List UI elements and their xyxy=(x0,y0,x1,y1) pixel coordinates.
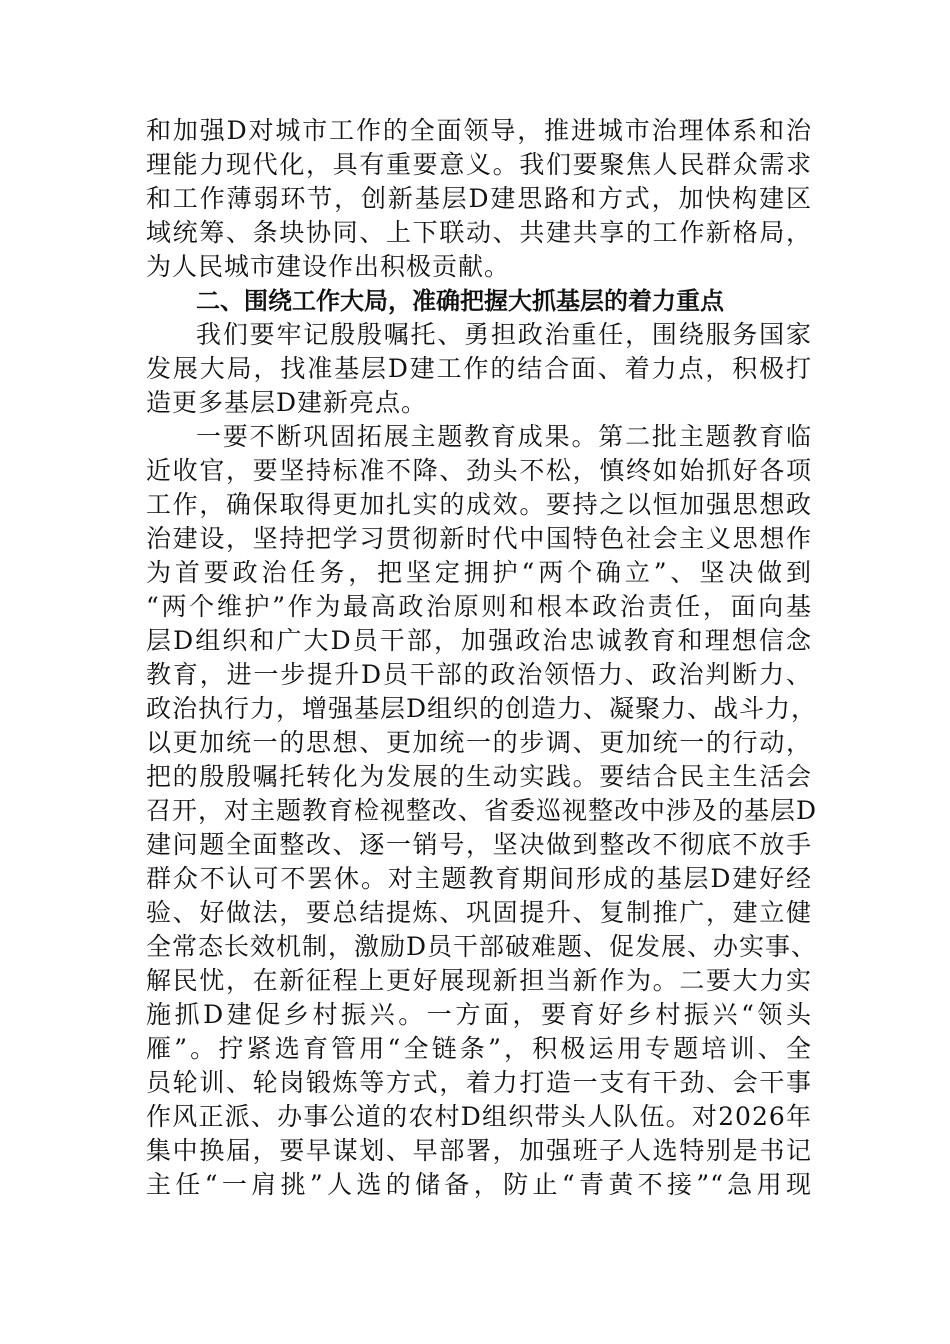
text-line: 主任“一肩挑”人选的储备，防止“青黄不接”“急用现 xyxy=(146,1170,812,1199)
text-line: 和加强D对城市工作的全面领导，推进城市治理体系和治 xyxy=(146,116,812,145)
text-line: 教育，进一步提升D员干部的政治领悟力、政治判断力、 xyxy=(146,660,812,689)
text-line: 以更加统一的思想、更加统一的步调、更加统一的行动， xyxy=(146,728,812,757)
text-line: 把的殷殷嘱托转化为发展的生动实践。要结合民主生活会 xyxy=(146,762,812,791)
text-line: 工作，确保取得更加扎实的成效。要持之以恒加强思想政 xyxy=(146,490,812,519)
text-line: “两个维护”作为最高政治原则和根本政治责任，面向基 xyxy=(146,592,812,621)
text-line: 为人民城市建设作出积极贡献。 xyxy=(146,252,511,281)
text-line: 召开，对主题教育检视整改、省委巡视整改中涉及的基层D xyxy=(146,796,818,825)
text-line: 全常态长效机制，激励D员干部破难题、促发展、办实事、 xyxy=(146,932,818,961)
text-line: 理能力现代化，具有重要意义。我们要聚焦人民群众需求 xyxy=(146,150,812,179)
text-line: 作风正派、办事公道的农村D组织带头人队伍。对2026年 xyxy=(146,1102,812,1131)
text-line: 和工作薄弱环节，创新基层D建思路和方式，加快构建区 xyxy=(146,184,812,213)
text-line: 群众不认可不罢休。对主题教育期间形成的基层D建好经 xyxy=(146,864,812,893)
section-heading: 二、围绕工作大局，准确把握大抓基层的着力重点 xyxy=(196,287,724,315)
text-line: 政治执行力，增强基层D组织的创造力、凝聚力、战斗力， xyxy=(146,694,818,723)
text-line: 域统筹、条块协同、上下联动、共建共享的工作新格局， xyxy=(146,218,812,247)
text-line: 一要不断巩固拓展主题教育成果。第二批主题教育临 xyxy=(196,422,812,451)
text-line: 我们要牢记殷殷嘱托、勇担政治重任，围绕服务国家 xyxy=(196,320,812,349)
text-line: 雁”。拧紧选育管用“全链条”，积极运用专题培训、全 xyxy=(146,1034,812,1063)
text-line: 治建设，坚持把学习贯彻新时代中国特色社会主义思想作 xyxy=(146,524,812,553)
text-line: 建问题全面整改、逐一销号，坚决做到整改不彻底不放手 xyxy=(146,830,812,859)
text-line: 解民忧，在新征程上更好展现新担当新作为。二要大力实 xyxy=(146,966,812,995)
document-page xyxy=(146,114,818,1202)
text-line: 层D组织和广大D员干部，加强政治忠诚教育和理想信念 xyxy=(146,626,812,655)
text-line: 员轮训、轮岗锻炼等方式，着力打造一支有干劲、会干事 xyxy=(146,1068,812,1097)
text-line: 集中换届，要早谋划、早部署，加强班子人选特别是书记 xyxy=(146,1136,812,1165)
text-line: 施抓D建促乡村振兴。一方面，要育好乡村振兴“领头 xyxy=(146,1000,812,1029)
text-line: 为首要政治任务，把坚定拥护“两个确立”、坚决做到 xyxy=(146,558,812,587)
text-line: 近收官，要坚持标准不降、劲头不松，慎终如始抓好各项 xyxy=(146,456,812,485)
text-line: 发展大局，找准基层D建工作的结合面、着力点，积极打 xyxy=(146,354,812,383)
text-line: 造更多基层D建新亮点。 xyxy=(146,388,428,417)
text-line: 验、好做法，要总结提炼、巩固提升、复制推广，建立健 xyxy=(146,898,812,927)
